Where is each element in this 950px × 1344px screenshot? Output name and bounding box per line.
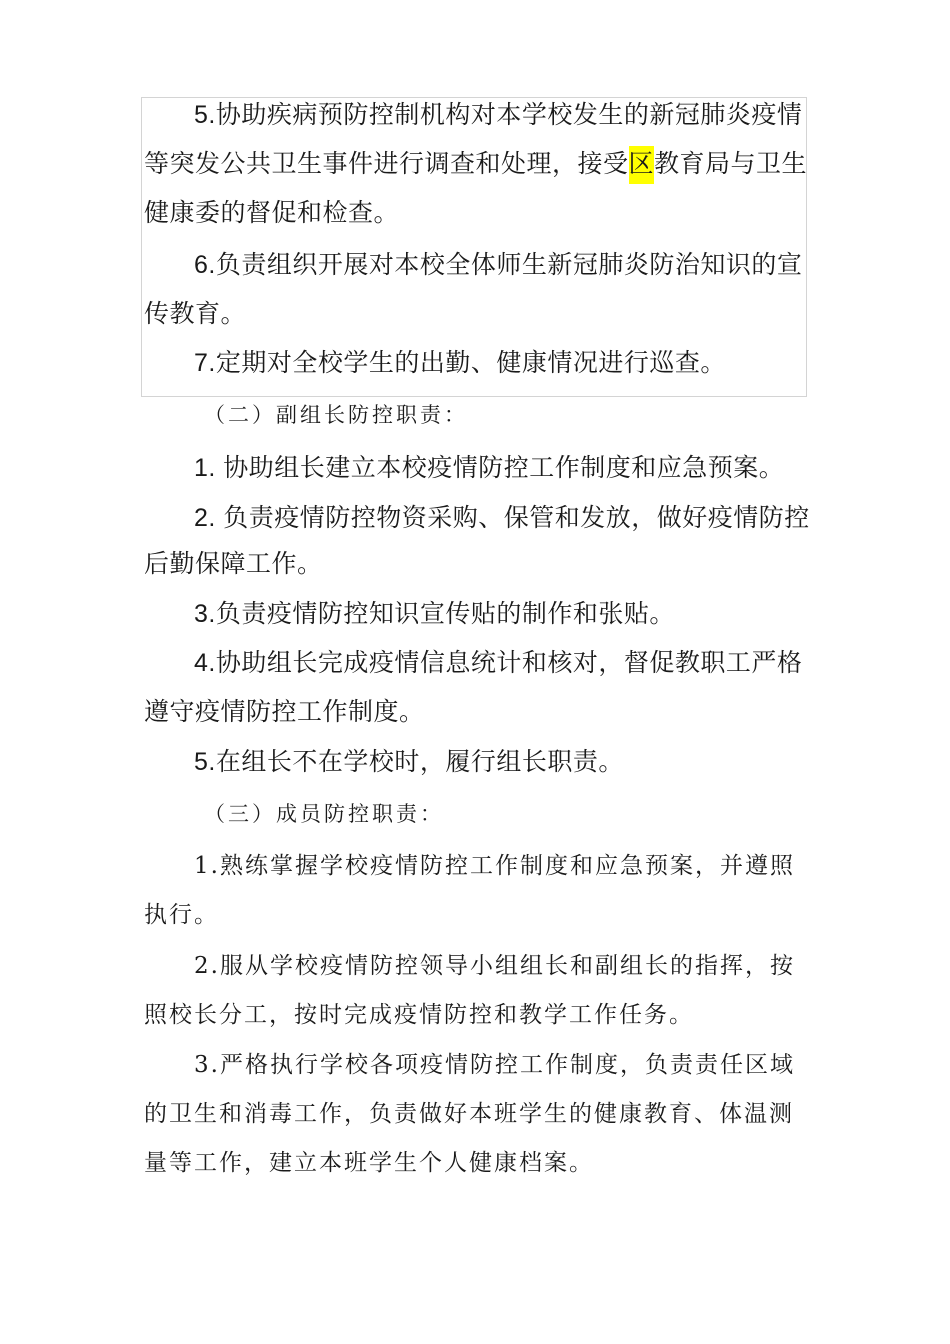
paragraph-line: 5.在组长不在学校时，履行组长职责。 [194,748,624,776]
paragraph-line: 7.定期对全校学生的出勤、健康情况进行巡查。 [194,349,726,377]
highlighted-text: 区 [629,146,655,184]
section-heading: （三）成员防控职责： [204,802,444,826]
paragraph-line: 量等工作，建立本班学生个人健康档案。 [144,1150,594,1176]
paragraph-line: 3.严格执行学校各项疫情防控工作制度，负责责任区域 [194,1052,795,1078]
paragraph-line: 5.协助疾病预防控制机构对本学校发生的新冠肺炎疫情 [194,101,803,129]
paragraph-line: 后勤保障工作。 [144,550,323,578]
paragraph-line: 1.熟练掌握学校疫情防控工作制度和应急预案，并遵照 [194,853,795,879]
text-run: 等突发公共卫生事件进行调查和处理，接受 [144,150,629,178]
paragraph-line: 的卫生和消毒工作，负责做好本班学生的健康教育、体温测 [144,1101,794,1127]
paragraph-line: 3.负责疫情防控知识宣传贴的制作和张贴。 [194,600,675,628]
paragraph-line: 2. 负责疫情防控物资采购、保管和发放，做好疫情防控 [194,504,810,532]
paragraph-line: 4.协助组长完成疫情信息统计和核对，督促教职工严格 [194,649,803,677]
paragraph-line: 遵守疫情防控工作制度。 [144,698,425,726]
paragraph-line: 2.服从学校疫情防控领导小组组长和副组长的指挥，按 [194,953,795,979]
paragraph-line: 6.负责组织开展对本校全体师生新冠肺炎防治知识的宣 [194,251,803,279]
paragraph-line: 执行。 [144,902,219,928]
paragraph-line [144,152,807,177]
paragraph-line: 1. 协助组长建立本校疫情防控工作制度和应急预案。 [194,454,785,482]
paragraph-line: 健康委的督促和检查。 [144,199,400,227]
paragraph-line: 照校长分工，按时完成疫情防控和教学工作任务。 [144,1002,694,1028]
section-heading: （二）副组长防控职责： [204,403,468,427]
text-run: 教育局与卫生 [654,150,808,178]
paragraph-line: 传教育。 [144,300,247,328]
